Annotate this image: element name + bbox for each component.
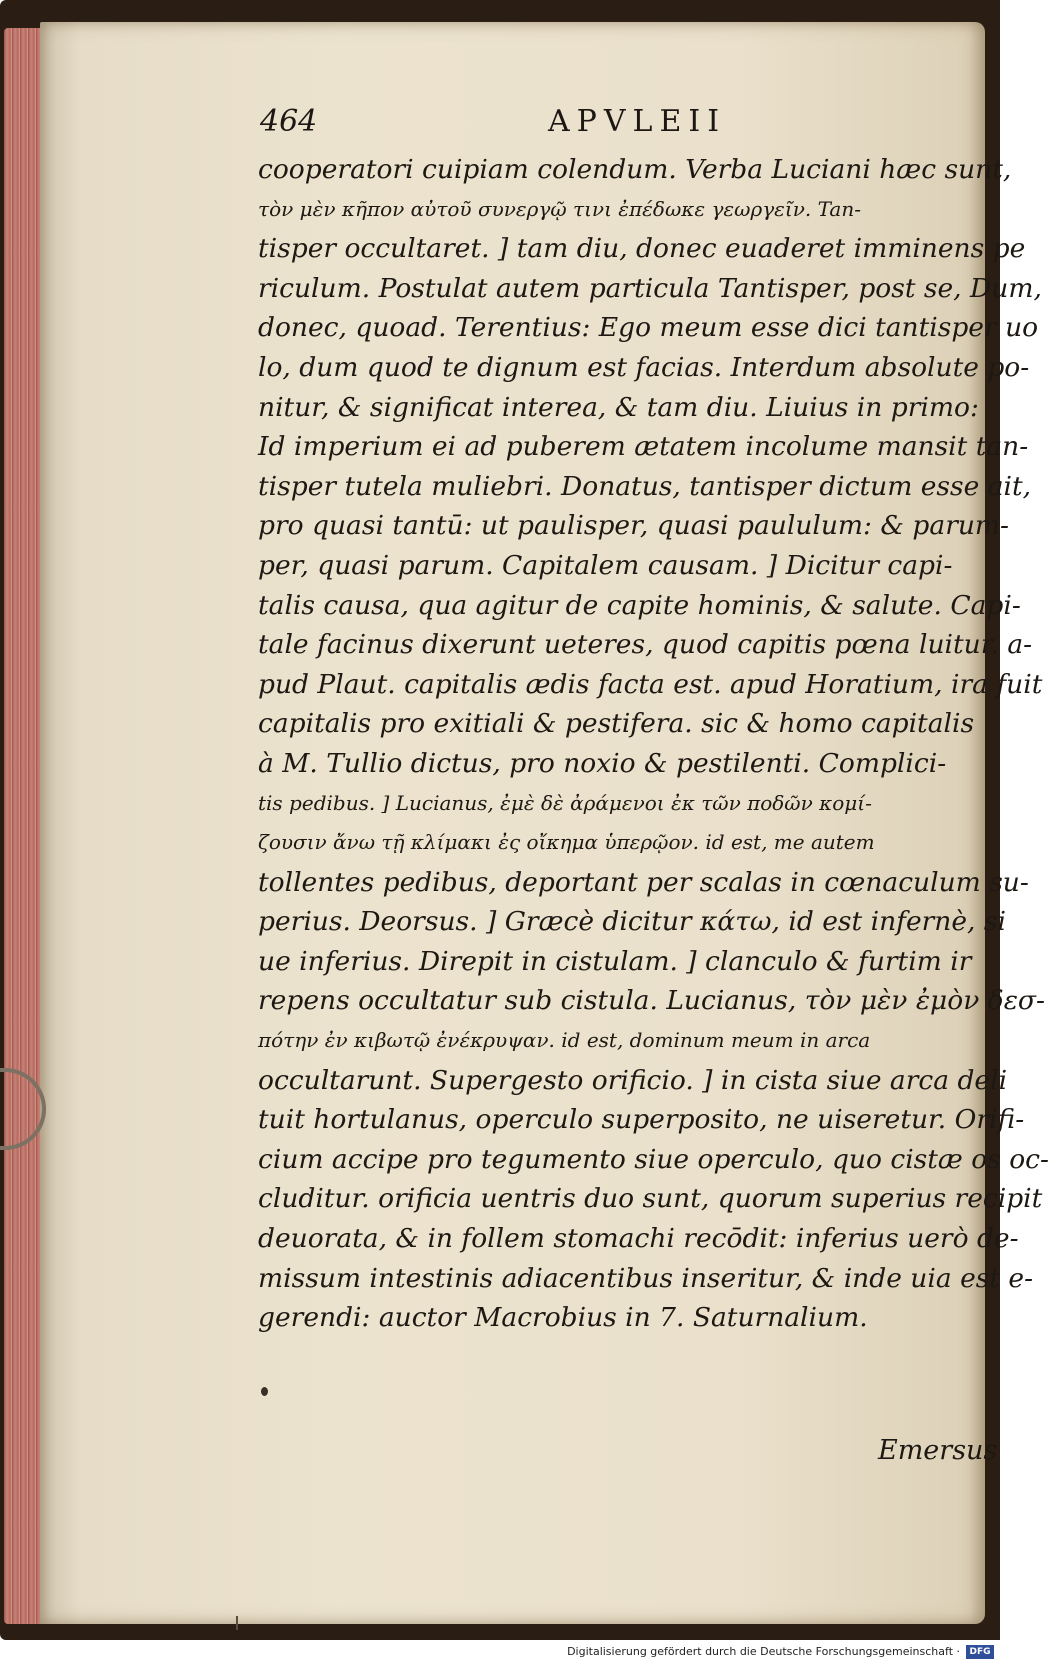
text-line: repens occultatur sub cistula. Lucianus, τὸν μὲν ἐμὸν δεσ- — [258, 985, 1045, 1017]
text-line: capitalis pro exitiali & pestifera. sic & homo capitalis — [258, 708, 975, 740]
credit-text: Digitalisierung gefördert durch die Deutsche Forschungsgemeinschaft · — [567, 1645, 960, 1658]
text-line: cluditur. orificia uentris duo sunt, quorum superius recipit — [258, 1183, 1043, 1215]
ink-mark — [261, 1387, 268, 1396]
text-line: Id imperium ei ad puberem ætatem incolume mansit tan- — [258, 431, 1029, 463]
text-line: lo, dum quod te dignum est facias. Interdum absolute po- — [258, 351, 1030, 383]
text-line: τὸν μὲν κῆπον αὐτοῦ συνεργῷ τινι ἐπέδωκε γεωργεῖν. Tan- — [258, 196, 861, 221]
text-line: talis causa, qua agitur de capite hominis, & salute. Capi- — [258, 589, 1021, 621]
catchword: Emersus — [878, 1435, 998, 1466]
digitization-credit-bar — [0, 1640, 1000, 1666]
text-line: πότην ἐν κιβωτῷ ἐνέκρυψαν. id est, dominum meum in arca — [258, 1028, 871, 1053]
running-head: APVLEII — [548, 104, 727, 139]
page-header — [40, 102, 985, 142]
text-line: per, quasi parum. Capitalem causam. ] Dicitur capi- — [258, 549, 953, 581]
text-line: gerendi: auctor Macrobius in 7. Saturnalium. — [258, 1302, 868, 1334]
text-line: riculum. Postulat autem particula Tantisper, post se, Dum, — [258, 272, 1042, 304]
text-line: cooperatori cuipiam colendum. Verba Luciani hæc sunt, — [258, 154, 1012, 185]
text-line: à M. Tullio dictus, pro noxio & pestilenti. Complici- — [258, 747, 947, 779]
text-line: occultarunt. Supergesto orificio. ] in cista siue arca deli — [258, 1064, 1008, 1096]
text-line: tis pedibus. ] Lucianus, ἐμὲ δὲ ἀράμενοι ἐκ τῶν ποδῶν κομί- — [258, 790, 872, 815]
text-line: pro quasi tantū: ut paulisper, quasi paululum: & parum- — [258, 510, 1010, 542]
text-line: nitur, & significat interea, & tam diu. Liuius in primo: — [258, 391, 979, 423]
text-line: donec, quoad. Terentius: Ego meum esse dici tantisper uo — [258, 312, 1039, 344]
text-line: ue inferius. Direpit in cistulam. ] clanculo & furtim ir — [258, 945, 972, 977]
book-page — [40, 22, 1049, 1624]
page-edges — [4, 28, 42, 1624]
page-body-text — [258, 150, 1049, 1338]
text-line: deuorata, & in follem stomachi recōdit: inferius uerò de- — [258, 1223, 1019, 1255]
text-line: perius. Deorsus. ] Græcè dicitur κάτω, id est infernè, si — [258, 906, 1006, 938]
text-line: tisper tutela muliebri. Donatus, tantisper dictum esse ait, — [258, 470, 1032, 502]
text-line: tollentes pedibus, deportant per scalas in cœnaculum su- — [258, 866, 1029, 898]
ink-mark — [236, 1616, 238, 1630]
text-line: tale facinus dixerunt ueteres, quod capitis pœna luitur. a- — [258, 629, 1033, 661]
text-line: cium accipe pro tegumento siue operculo, quo cistæ os oc- — [258, 1143, 1049, 1175]
text-line: pud Plaut. capitalis ædis facta est. apud Horatium, ira fuit — [258, 668, 1043, 700]
page-number: 464 — [260, 104, 318, 139]
text-line: tisper occultaret. ] tam diu, donec euaderet imminens pe — [258, 233, 1026, 265]
text-line: tuit hortulanus, operculo superposito, ne uiseretur. Orifi- — [258, 1104, 1025, 1136]
dfg-logo-icon: DFG — [966, 1645, 994, 1659]
text-line: missum intestinis adiacentibus inseritur, & inde uia est e- — [258, 1262, 1034, 1294]
text-line: ζουσιν ἄνω τῇ κλίμακι ἐς οἴκημα ὑπερῷον. id est, me autem — [258, 830, 875, 855]
